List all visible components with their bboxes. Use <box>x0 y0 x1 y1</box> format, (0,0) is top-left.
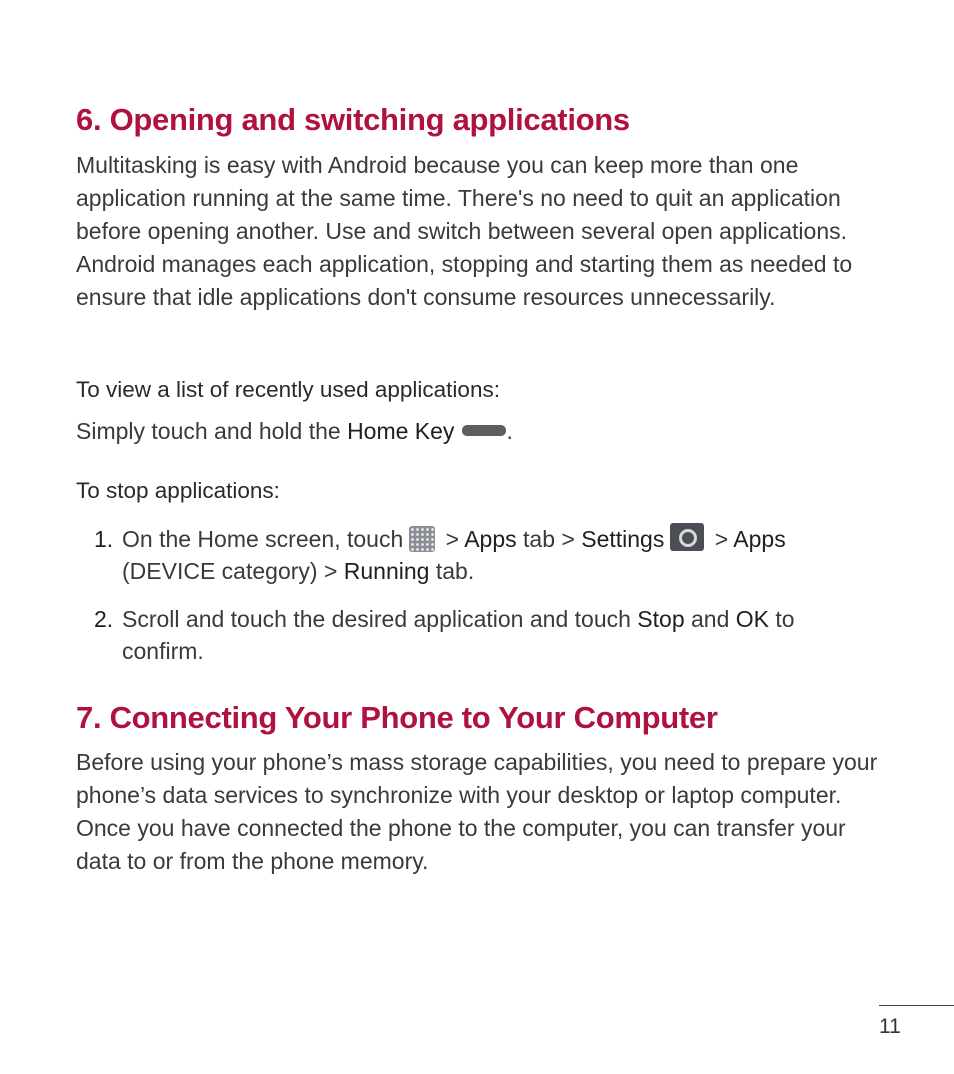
step-text: tab. <box>429 558 475 584</box>
list-item <box>94 603 854 667</box>
instruction-suffix: . <box>506 418 513 444</box>
step-text: (DEVICE category) > <box>122 558 344 584</box>
step-text: Scroll and touch the desired application and touch <box>122 606 638 632</box>
apps-label: Apps <box>464 526 517 552</box>
stop-apps-heading: To stop applications: <box>76 478 280 503</box>
running-label: Running <box>343 558 430 584</box>
section-6-intro: Multitasking is easy with Android because you can keep more than one application running at the same time. There's no need to quit an application before opening another. Use and switch between several open applications. Android manages each application, stopping and starting them as needed to ensure that idle applications don't consume resources unnecessarily. <box>76 152 853 310</box>
page-number: 11 <box>879 1015 901 1038</box>
section-7-title: 7. Connecting Your Phone to Your Computer <box>76 700 718 735</box>
apps-grid-icon <box>409 526 435 552</box>
settings-gear-icon <box>670 523 704 551</box>
step-text: tab > <box>516 526 582 552</box>
home-key-label: Home Key <box>347 418 455 444</box>
step-number: 2. <box>94 606 114 632</box>
step-text: > <box>708 526 734 552</box>
settings-label: Settings <box>581 526 665 552</box>
step-text: to confirm. <box>122 606 795 664</box>
section-6-title: 6. Opening and switching applications <box>76 102 630 137</box>
view-recent-instruction <box>76 415 513 448</box>
stop-apps-steps <box>94 523 854 667</box>
step-text: and <box>684 606 736 632</box>
step-text: On the Home screen, touch <box>122 526 404 552</box>
section-7-intro: Before using your phone’s mass storage capabilities, you need to prepare your phone’s data services to synchronize with your desktop or laptop computer. Once you have connected the phone to the computer, you can transfer your data to or from the phone memory. <box>76 749 878 874</box>
view-recent-heading: To view a list of recently used applications: <box>76 377 500 402</box>
step-text: > <box>439 526 465 552</box>
ok-label: OK <box>735 606 770 632</box>
stop-label: Stop <box>637 606 685 632</box>
apps-label: Apps <box>733 526 786 552</box>
footer-divider <box>879 1005 954 1006</box>
step-number: 1. <box>94 526 114 552</box>
instruction-prefix: Simply touch and hold the <box>76 418 348 444</box>
home-key-icon <box>462 425 506 436</box>
list-item <box>94 523 854 587</box>
